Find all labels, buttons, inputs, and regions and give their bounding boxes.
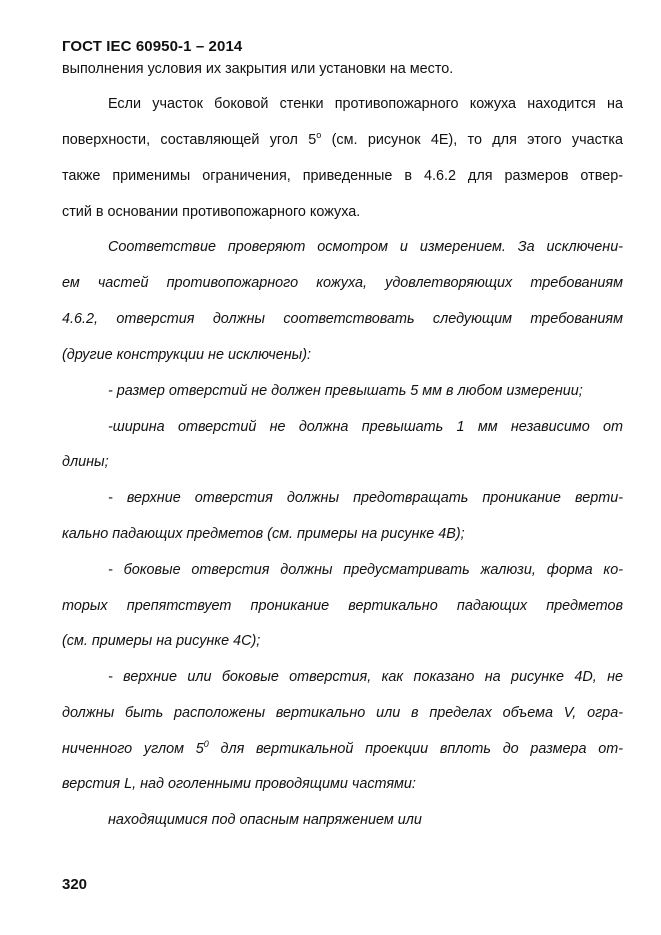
text-line: верстия L, над оголенными проводящими частями: [62,776,416,792]
document-header: ГОСТ IEC 60950-1 – 2014 [62,38,243,55]
text-line [62,740,623,758]
text-line: кально падающих предметов (см. примеры на рисунке 4B); [62,526,465,542]
text-segment: для вертикальной проекции вплоть до размера от- [208,741,623,757]
paragraph-first-line: Соответствие проверяют осмотром и измерением. За исключени- [108,239,623,255]
text-segment: ниченного углом 5 [62,741,204,757]
text-line: должны быть расположены вертикально или в пределах объема V, огра- [62,705,623,721]
text-line: (другие конструкции не исключены): [62,347,312,363]
text-line: (см. примеры на рисунке 4C); [62,633,261,649]
list-item: -ширина отверстий не должна превышать 1 мм независимо от [108,419,623,435]
list-item: находящимися под опасным напряжением или [108,812,422,828]
superscript: 0 [203,739,209,749]
list-item: - верхние или боковые отверстия, как показано на рисунке 4D, не [108,669,623,685]
superscript: о [316,130,322,140]
page-number: 320 [62,876,88,893]
list-item: - размер отверстий не должен превышать 5 мм в любом измерении; [108,383,583,399]
text-line: также применимы ограничения, приведенные в 4.6.2 для размеров отвер- [62,168,623,184]
text-segment: поверхности, составляющей угол 5 [62,132,317,148]
text-line: длины; [62,454,109,470]
text-line: 4.6.2, отверстия должны соответствовать следующим требованиям [62,311,623,327]
list-item: - верхние отверстия должны предотвращать проникание верти- [108,490,623,506]
text-line: выполнения условия их закрытия или установки на место. [62,61,454,77]
text-line: ем частей противопожарного кожуха, удовлетворяющих требованиям [62,275,623,291]
text-segment: (см. рисунок 4E), то для этого участка [321,132,624,148]
text-line [62,131,623,149]
text-line: торых препятствует проникание вертикально падающих предметов [62,598,623,614]
list-item: - боковые отверстия должны предусматривать жалюзи, форма ко- [108,562,623,578]
text-line: стий в основании противопожарного кожуха. [62,204,361,220]
paragraph-first-line: Если участок боковой стенки противопожарного кожуха находится на [108,96,623,112]
